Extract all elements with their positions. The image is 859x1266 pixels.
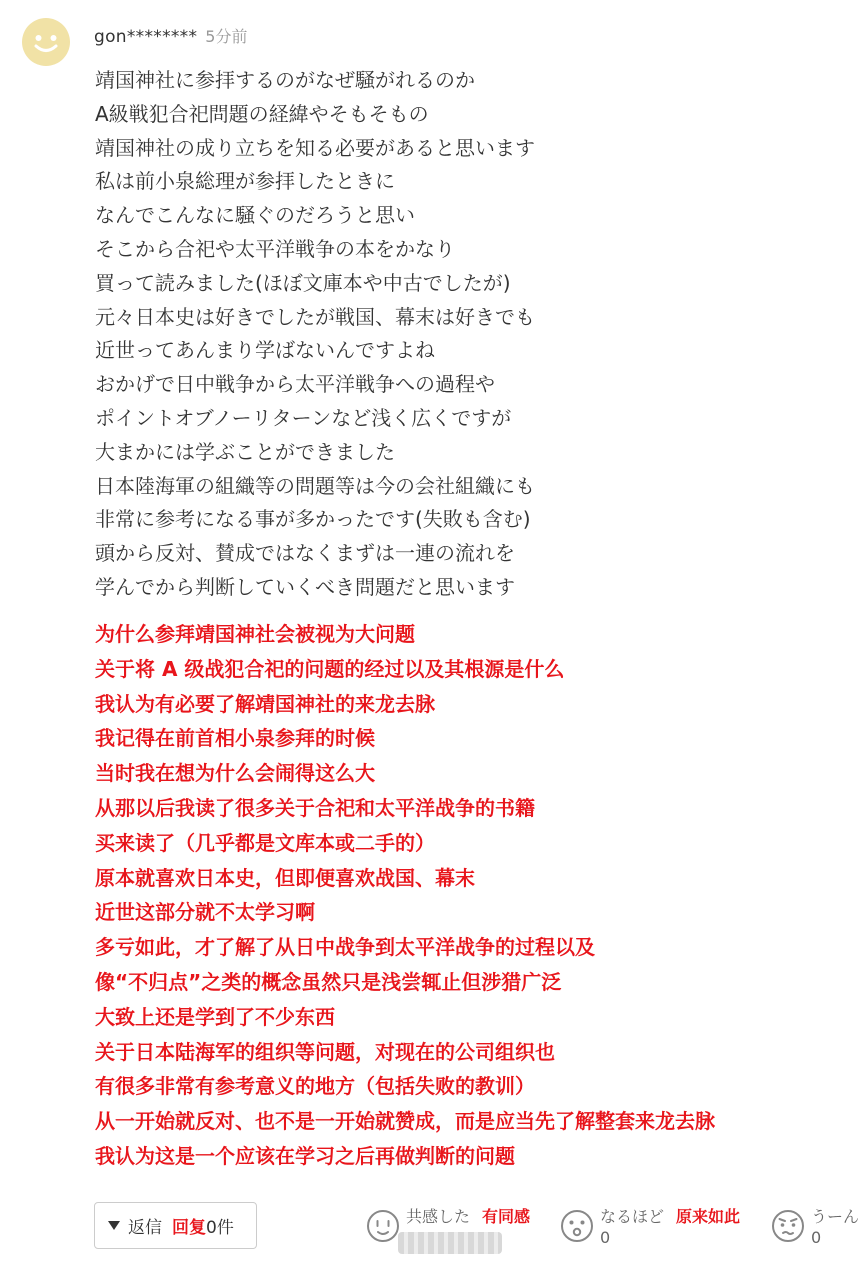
translation-line: 从那以后我读了很多关于合祀和太平洋战争的书籍 bbox=[95, 795, 535, 820]
comment-line: 元々日本史は好きでしたが戦国、幕末は好きでも bbox=[95, 304, 535, 329]
triangle-down-icon bbox=[108, 1221, 120, 1230]
reply-count: 0件 bbox=[206, 1218, 234, 1238]
reaction-naruhodo-count: 0 bbox=[600, 1228, 611, 1247]
comment-line: おかげで日中戦争から太平洋戦争への過程や bbox=[95, 372, 495, 397]
empathy-face-icon bbox=[366, 1209, 400, 1243]
translation-line: 当时我在想为什么会闹得这么大 bbox=[95, 761, 375, 786]
translation-line: 从一开始就反对、也不是一开始就赞成，而是应当先了解整套来龙去脉 bbox=[95, 1109, 715, 1134]
reaction-hmm-count: 0 bbox=[811, 1228, 822, 1247]
translation-line: 像“不归点”之类的概念虽然只是浅尝辄止但涉猎广泛 bbox=[95, 969, 562, 994]
reply-label-translation: 回复 bbox=[172, 1218, 206, 1238]
comment-line: ポイントオブノーリターンなど浅く広くですが bbox=[95, 405, 512, 430]
reaction-naruhodo-translation: 原来如此 bbox=[676, 1207, 741, 1226]
translation-line: 近世这部分就不太学习啊 bbox=[95, 900, 315, 925]
translation-line: 原本就喜欢日本史，但即便喜欢战国、幕末 bbox=[95, 865, 475, 890]
comment-line: 近世ってあんまり学ばないんですよね bbox=[95, 338, 435, 363]
comment-line: 大まかには学ぶことができました bbox=[95, 439, 395, 464]
comment-line: 学んでから判断していくべき問題だと思います bbox=[95, 574, 515, 599]
comment-line: 買って読みました(ほぼ文庫本や中古でしたが) bbox=[95, 270, 511, 295]
comment-line: 非常に参考になる事が多かったです(失敗も含む) bbox=[95, 507, 531, 532]
translation-line: 关于将 A 级战犯合祀的问题的经过以及其根源是什么 bbox=[95, 656, 565, 681]
translation-line: 多亏如此，才了解了从日中战争到太平洋战争的过程以及 bbox=[95, 935, 595, 960]
translation-annotation bbox=[95, 617, 855, 1174]
smiley-avatar-icon bbox=[22, 18, 70, 66]
comment-body-japanese bbox=[95, 64, 835, 605]
comment-line: 靖国神社に参拝するのがなぜ騒がれるのか bbox=[95, 68, 475, 92]
comment-line: なんでこんなに騒ぐのだろうと思い bbox=[95, 203, 415, 228]
comment-line: 日本陸海軍の組織等の問題等は今の会社組織にも bbox=[95, 473, 535, 498]
translation-line: 我认为有必要了解靖国神社的来龙去脉 bbox=[95, 691, 435, 716]
translation-line: 为什么参拜靖国神社会被视为大问题 bbox=[95, 622, 415, 646]
surprised-face-icon bbox=[560, 1209, 594, 1243]
reaction-empathy-label: 共感した 有同感 bbox=[406, 1207, 531, 1226]
translation-line: 我认为这是一个应该在学习之后再做判断的问题 bbox=[95, 1143, 515, 1168]
reaction-hmm-label: うーん bbox=[811, 1207, 859, 1226]
timestamp: 5分前 bbox=[205, 27, 248, 46]
comment-header bbox=[94, 24, 247, 50]
comment-line: 私は前小泉総理が参拝したときに bbox=[95, 169, 395, 194]
hmm-face-icon bbox=[771, 1209, 805, 1243]
blurred-watermark bbox=[398, 1232, 502, 1254]
reaction-empathy-translation: 有同感 bbox=[482, 1207, 531, 1226]
comment-line: A級戦犯合祀問題の経緯やそもそもの bbox=[95, 101, 429, 126]
translation-line: 我记得在前首相小泉参拜的时候 bbox=[95, 726, 375, 751]
reply-toggle-button[interactable] bbox=[94, 1202, 257, 1249]
reply-label: 返信 bbox=[128, 1218, 162, 1238]
comment-line: 頭から反対、賛成ではなくまずは一連の流れを bbox=[95, 541, 515, 566]
translation-line: 关于日本陆海军的组织等问题，对现在的公司组织也 bbox=[95, 1039, 555, 1064]
translation-line: 买来读了（几乎都是文库本或二手的） bbox=[95, 830, 435, 855]
comment-line: そこから合祀や太平洋戦争の本をかなり bbox=[95, 236, 455, 261]
comment-line: 靖国神社の成り立ちを知る必要があると思います bbox=[95, 135, 535, 160]
avatar bbox=[22, 18, 70, 66]
reaction-naruhodo-label: なるほど 原来如此 bbox=[600, 1207, 741, 1226]
translation-line: 有很多非常有参考意义的地方（包括失败的教训） bbox=[95, 1074, 535, 1099]
translation-line: 大致上还是学到了不少东西 bbox=[95, 1004, 335, 1029]
username[interactable]: gon******** bbox=[94, 27, 198, 47]
